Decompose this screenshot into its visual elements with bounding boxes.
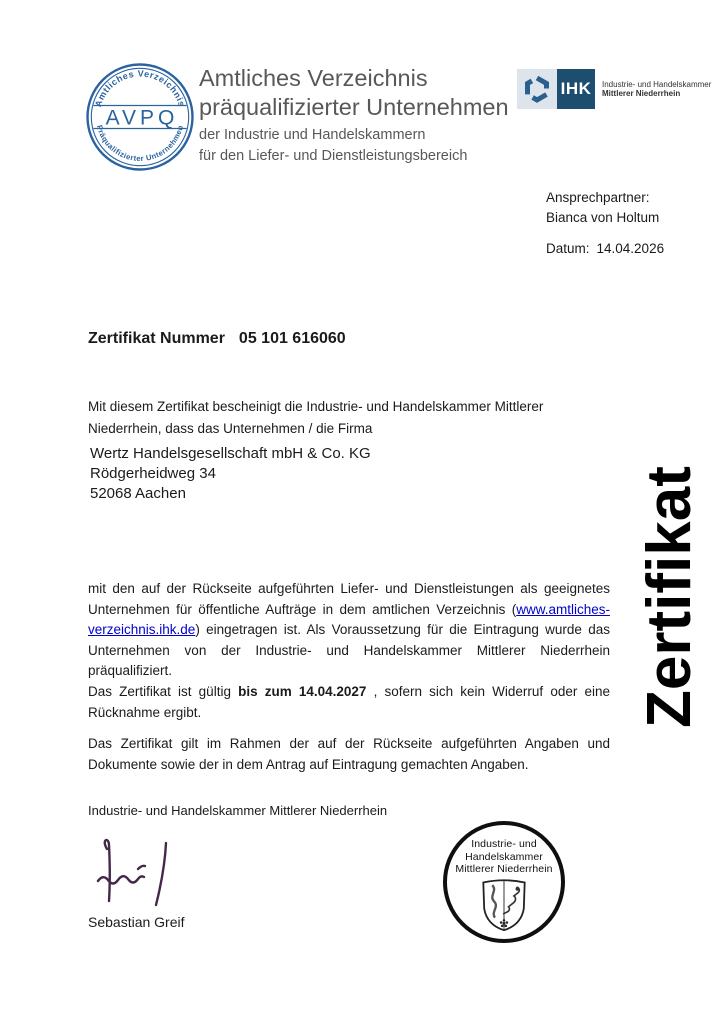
signature-name: Sebastian Greif bbox=[88, 914, 185, 930]
company-address bbox=[90, 444, 371, 504]
ihk-icon-box bbox=[517, 69, 557, 109]
signature-org: Industrie- und Handelskammer Mittlerer Niederrhein bbox=[88, 803, 388, 818]
ihk-round-seal bbox=[443, 821, 565, 943]
date-value: 14.04.2026 bbox=[596, 241, 665, 256]
handwritten-signature bbox=[90, 835, 180, 910]
avpq-logo bbox=[85, 62, 195, 172]
registration-paragraph bbox=[88, 579, 610, 682]
vertical-zertifikat-watermark: Zertifikat bbox=[635, 466, 704, 728]
ihk-logo bbox=[517, 69, 711, 109]
ihk-hexagon-icon bbox=[523, 75, 551, 103]
subtitle-line1: der Industrie und Handelskammern bbox=[199, 127, 426, 143]
intro-paragraph: Mit diesem Zertifikat bescheinigt die Industrie- und Handelskammer Mittlerer Niederrhein, dass das Unternehmen / die Firma bbox=[88, 399, 544, 436]
seal-line3: Mittlerer Niederrhein bbox=[455, 863, 553, 875]
validity-text-1: Das Zertifikat ist gültig bbox=[88, 684, 239, 699]
seal-line1: Industrie- und bbox=[471, 838, 537, 850]
company-street: Rödgerheidweg 34 bbox=[90, 465, 216, 482]
certificate-number-value: 05 101 616060 bbox=[238, 330, 346, 347]
ihk-acronym-box bbox=[557, 69, 595, 109]
certificate-number-line bbox=[88, 330, 346, 348]
validity-date: bis zum 14.04.2027 bbox=[238, 684, 367, 699]
avpq-bottom-arc-text: Präqualifizierter Unternehmen bbox=[94, 124, 186, 164]
header-title-block bbox=[199, 64, 509, 166]
ihk-org-name bbox=[602, 80, 711, 99]
ihk-acronym: IHK bbox=[560, 79, 592, 98]
validity-text-2: , sofern sich kein Widerruf oder eine Rücknahme ergibt. bbox=[88, 684, 611, 720]
contact-name: Bianca von Holtum bbox=[546, 210, 660, 225]
ihk-org-line1: Industrie- und Handelskammer bbox=[602, 79, 712, 89]
title-line1: Amtliches Verzeichnis bbox=[199, 65, 428, 91]
company-name: Wertz Handelsgesellschaft mbH & Co. KG bbox=[90, 445, 371, 462]
certificate-number-label: Zertifikat Nummer bbox=[88, 330, 225, 347]
date-label: Datum: bbox=[546, 241, 590, 256]
registration-text-1: mit den auf der Rückseite aufgeführten Liefer- und Dienstleistungen als geeignetes Unternehmen für öffentliche Aufträge in dem amtlichen Verzeichnis ( bbox=[88, 581, 610, 617]
company-city: 52068 Aachen bbox=[90, 485, 186, 502]
seal-line2: Handelskammer bbox=[465, 850, 543, 863]
nrw-coat-of-arms bbox=[480, 878, 528, 932]
seal-text bbox=[447, 825, 561, 876]
ihk-org-line2: Mittlerer Niederrhein bbox=[602, 89, 681, 98]
title-line2: präqualifizierter Unternehmen bbox=[199, 93, 509, 120]
validity-paragraph bbox=[88, 682, 610, 723]
scope-paragraph: Das Zertifikat gilt im Rahmen der auf der Rückseite aufgeführten Angaben und Dokumente sowie der in dem Antrag auf Eintragung gemachten Angaben. bbox=[88, 736, 610, 772]
avpq-acronym: AVPQ bbox=[105, 106, 179, 130]
subtitle-line2: für den Liefer- und Dienstleistungsbereich bbox=[199, 147, 468, 164]
registration-text-2: ) eingetragen ist. Als Voraussetzung für die Eintragung wurde das Unternehmen von der Industrie- und Handelskammer Mittlerer Niederrhein präqualifiziert. bbox=[88, 622, 610, 678]
verzeichnis-link[interactable]: www.amtliches-verzeichnis.ihk.de bbox=[88, 601, 610, 637]
contact-block bbox=[546, 188, 664, 259]
contact-label: Ansprechpartner: bbox=[546, 190, 650, 205]
avpq-top-arc-text: Amtliches Verzeichnis bbox=[92, 68, 188, 109]
